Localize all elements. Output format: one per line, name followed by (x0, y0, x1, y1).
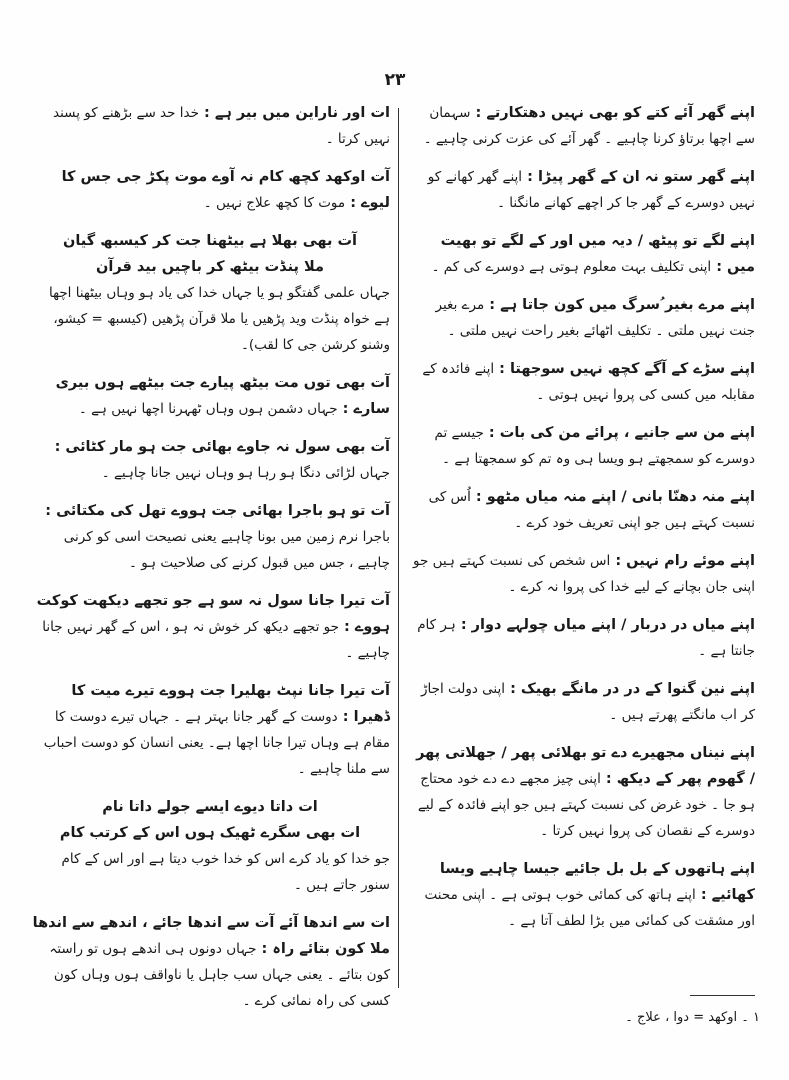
proverb-meaning: اپنے ہاتھ کی کمائی خوب ہوتی ہے ۔ اپنی محنت اور مشقت کی کمائی میں بڑا لطف آتا ہے ۔ (424, 887, 755, 929)
proverb-meaning: دوست کے گھر جانا بہتر ہے ۔ جہاں تیرے دوست کا مقام ہے وہاں تیرا جانا اچھا ہے۔ یعنی انسان کو دوست احباب سے ملنا چاہیے ۔ (43, 709, 390, 777)
proverb-meaning: خدا حد سے بڑھنے کو پسند نہیں کرتا ۔ (53, 105, 390, 147)
proverb-heading: اپنے منہ دھنّا بانی / اپنے منہ میاں مٹھو : (470, 489, 755, 505)
proverb-verse-line: آت بھی بھلا ہے بیٹھنا جت کر کیسبھ گیان (62, 233, 358, 249)
proverb-entry (410, 740, 755, 844)
proverb-heading: آت تیرا جانا سول نہ سو ہے جو تجھے دیکھت کوکت ہووے : (36, 593, 390, 635)
proverb-verse-line: ات بھی سگرے ٹھیک ہوں اس کے کرتب کام (59, 825, 361, 841)
proverb-heading: اپنے سڑے کے آگے کچھ نہیں سوجھتا : (494, 361, 755, 377)
proverb-meaning: جو تجھے دیکھ کر خوش نہ ہو ، اس کے گھر نہیں جانا چاہیے ۔ (42, 619, 390, 661)
proverb-meaning: اپنے گھر کھانے کو نہیں دوسرے کے گھر جا کر اچھے کھانے مانگنا ۔ (427, 169, 755, 211)
proverb-meaning: جہاں دشمن ہوں وہاں ٹھہرنا اچھا نہیں ہے ۔ (78, 401, 338, 417)
proverb-entry (30, 794, 390, 898)
proverb-entry (30, 370, 390, 422)
proverb-entry (410, 856, 755, 934)
proverb-entry (410, 676, 755, 728)
proverb-entry (30, 678, 390, 782)
proverb-meaning: جہاں علمی گفتگو ہو یا جہاں خدا کی یاد ہو وہاں بیٹھنا اچھا ہے خواہ پنڈت وید پڑھیں یا ملا قرآن پڑھیں (کیسبھ = کیشو، وشنو کرشن جی کا لقب)۔ (49, 285, 390, 353)
page-number: ۲۳ (384, 70, 406, 90)
proverb-entry (410, 100, 755, 152)
proverb-heading: اپنے مرے بغیر ُسرگ میں کون جاتا ہے : (484, 297, 755, 313)
left-column (30, 100, 390, 1026)
proverb-heading: اپنے گھر آئے کتے کو بھی نہیں دھتکارتے : (470, 105, 755, 121)
proverb-meaning: سہمان سے اچھا برتاؤ کرنا چاہیے ۔ گھر آئے کی عزت کرنی چاہیے ۔ (423, 105, 755, 147)
proverb-heading: اپنے میاں در دربار / اپنے میاں چولہے دوار : (455, 617, 755, 633)
column-divider (398, 108, 399, 988)
proverb-heading: آت بھی توں مت بیٹھ پیارے جت بیٹھے ہوں بیری سارے : (55, 375, 390, 417)
proverb-meaning: جہاں دونوں ہی اندھے ہوں تو راستہ کون بتائے ۔ یعنی جہاں سب جاہل یا ناواقف ہوں وہاں کون کسی کی راہ نمائی کرے ۔ (49, 941, 390, 1009)
proverb-heading: ات سے اندھا آئے آت سے اندھا جائے ، اندھے سے اندھا ملا کون بتائے راہ : (32, 915, 390, 957)
proverb-heading: آت بھی سول نہ جاوے بھائی جت ہو مار کٹائی : (54, 439, 390, 455)
proverb-heading: اپنے گھر ستو نہ ان کے گھر پیڑا : (522, 169, 755, 185)
proverb-meaning: اپنے فائدہ کے مقابلہ میں کسی کی پروا نہیں ہوتی ۔ (422, 361, 755, 403)
proverb-entry (410, 420, 755, 472)
proverb-meaning: مرے بغیر جنت نہیں ملتی ۔ تکلیف اٹھائے بغیر راحت نہیں ملتی ۔ (435, 297, 755, 339)
proverb-heading: اپنے نیناں مجھیرے دے تو بھلائی پھر / جھلاتی پھر / گھوم پھر کے دیکھ : (416, 745, 755, 787)
proverb-meaning: اس شخص کی نسبت کہتے ہیں جو اپنی جان بچانے کے لیے خدا کی پروا نہ کرے ۔ (413, 553, 755, 595)
proverb-heading: آت تیرا جانا نپٹ بھلیرا جت ہووے تیرے میت کا ڈھیرا : (71, 683, 390, 725)
proverb-heading: اپنے لگے تو پیٹھ / دیہ میں اور کے لگے تو بھیت میں : (440, 233, 755, 275)
proverb-heading: آت اوکھد کچھ کام نہ آوے موت پکڑ جی جس کا لیوے : (61, 169, 390, 211)
proverb-heading: اپنے نین گنوا کے در در مانگے بھیک : (505, 681, 755, 697)
proverb-entry (410, 612, 755, 664)
proverb-verse-line: ات داتا دیوے ایسے جولے داتا نام (102, 799, 318, 815)
proverb-meaning: اپنی دولت اجاڑ کر اب مانگتے پھرتے ہیں ۔ (420, 681, 755, 723)
proverb-heading: اپنے من سے جانیے ، پرائے من کی بات : (483, 425, 755, 441)
proverb-heading: اپنے ہاتھوں کے بل بل جائیے جیسا چاہیے ویسا کھائیے : (439, 861, 755, 903)
footnote-rule (690, 995, 755, 996)
proverb-heading: اپنے موئے رام نہیں : (610, 553, 755, 569)
proverb-entry (30, 588, 390, 666)
proverb-meaning: اُس کی نسبت کہتے ہیں جو اپنی تعریف خود کرے ۔ (428, 489, 755, 531)
proverb-meaning: جہاں لڑائی دنگا ہو رہا ہو وہاں نہیں جانا چاہیے ۔ (101, 465, 390, 481)
proverb-entry (30, 434, 390, 486)
proverb-entry (410, 228, 755, 280)
proverb-entry (410, 356, 755, 408)
footnote: ۱ ۔ اوکھد = دوا ، علاج ۔ (625, 1010, 760, 1025)
proverb-verse-line: ملا پنڈت بیٹھ کر باچیں بید قرآن (96, 259, 324, 275)
proverb-entry (30, 100, 390, 152)
proverb-entry (30, 228, 390, 358)
proverb-entry (30, 498, 390, 576)
proverb-entry (410, 484, 755, 536)
proverb-entry (410, 548, 755, 600)
proverb-meaning: ہر کام جانتا ہے ۔ (417, 617, 755, 659)
proverb-entry (30, 910, 390, 1014)
proverb-heading: آت تو ہو باجرا بھائی جت ہووے تھل کی مکتائی : (45, 503, 390, 519)
proverb-meaning: اپنی چیز مجھے دے دے خود محتاج ہو جا ۔ خود غرض کی نسبت کہتے ہیں جو اپنے فائدہ کے لیے دوسرے کے نقصان کی پروا نہیں کرتا ۔ (417, 771, 755, 839)
proverb-heading: ات اور ناراین میں بیر ہے : (198, 105, 390, 121)
proverb-entry (410, 164, 755, 216)
proverb-entry (30, 164, 390, 216)
proverb-meaning: اپنی تکلیف بہت معلوم ہوتی ہے دوسرے کی کم ۔ (431, 259, 712, 275)
right-column (410, 100, 755, 946)
proverb-meaning: باجرا نرم زمین میں بونا چاہیے یعنی نصیحت اسی کو کرنی چاہیے ، جس میں قبول کرنے کی صلاحیت ہو ۔ (63, 529, 390, 571)
proverb-meaning: جیسے تم دوسرے کو سمجھتے ہو ویسا ہی وہ تم کو سمجھتا ہے ۔ (434, 425, 755, 467)
proverb-meaning: جو خدا کو یاد کرے اس کو خدا خوب دیتا ہے اور اس کے کام سنور جاتے ہیں ۔ (61, 851, 390, 893)
proverb-meaning: موت کا کچھ علاج نہیں ۔ (203, 195, 346, 211)
proverb-entry (410, 292, 755, 344)
